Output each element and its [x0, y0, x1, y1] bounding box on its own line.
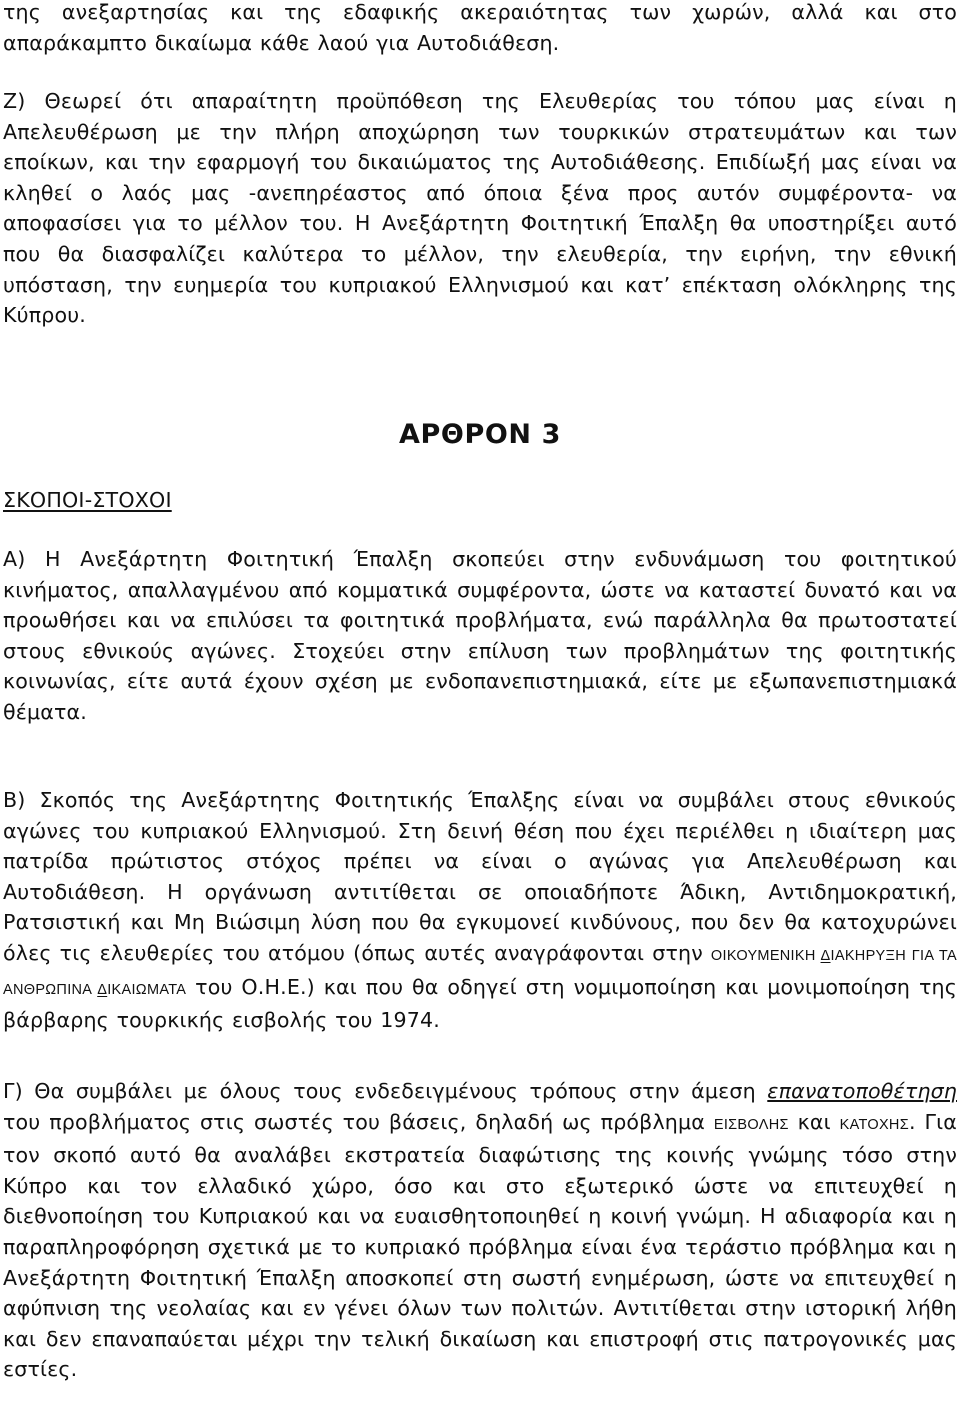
paragraph-g-text-2: του προβλήματος στις σωστές του βάσεις, δηλαδή ως πρόβλημα [3, 1109, 714, 1134]
paragraph-g-italic: επανατοποθέτηση [767, 1079, 957, 1103]
intro-paragraph [3, 0, 957, 58]
invasion-smallcaps: ΕΙΣΒΟΛΗΣ [713, 1116, 789, 1133]
paragraph-b [3, 785, 957, 1036]
declaration-smallcaps-1: ΟΙΚΟΥΜΕΝΙΚΗ [710, 947, 821, 964]
article-title: ΑΡΘΡΟΝ 3 [399, 419, 561, 450]
paragraph-a [3, 544, 957, 728]
intro-text: της ανεξαρτησίας και της εδαφικής ακεραιότητας των χωρών, αλλά και στο απαράκαμπτο δικαίωμα κάθε λαού για Αυτοδιάθεση. [3, 0, 957, 55]
paragraph-b-text-1: Β) Σκοπός της Ανεξάρτητης Φοιτητικής Έπαλξης είναι να συμβάλει στους εθνικούς αγώνες του κυπριακού Ελληνισμού. Στη δεινή θέση που έχει περιέλθει η ιδιαίτερη μας πατρίδα πρώτιστος στόχος πρέπει να είναι ο αγώνας για Απελευθέρωση και Αυτοδιάθεση. Η οργάνωση αντιτίθεται σε οποιαδήποτε Άδικη, Αντιδημοκρατική, Ρατσιστική και Μη Βιώσιμη λύση που θα εγκυμονεί κινδύνους, που δεν θα κατοχυρώνει όλες τις ελευθερίες του ατόμου (όπως αυτές αναγράφονται στην [3, 788, 957, 965]
paragraph-g-text-1: Γ) Θα συμβάλει με όλους τους ενδεδειγμένους τρόπους στην άμεση [3, 1079, 768, 1103]
paragraph-a-text: Α) Η Ανεξάρτητη Φοιτητική Έπαλξη σκοπεύει στην ενδυνάμωση του φοιτητικού κινήματος, απαλλαγμένου από κομματικά συμφέροντα, ώστε να καταστεί δυνατό και να προωθήσει και να επιλύσει τα φοιτητικά προβλήματα, ενώ παράλληλα θα πρωτοστατεί στους εθνικούς αγώνες. Στοχεύει στην επίλυση των προβλημάτων της φοιτητικής κοινωνίας, είτε αυτά έχουν σχέση με ενδοπανεπιστημιακά, είτε με εξωπανεπιστημιακά θέματα. [3, 547, 957, 724]
declaration-smallcaps-5: ΙΚΑΙΩΜΑΤΑ [107, 981, 187, 998]
paragraph-z [3, 86, 957, 331]
declaration-smallcaps-4: Δ [97, 981, 108, 998]
paragraph-g-text-3: και [788, 1109, 840, 1134]
paragraph-g [3, 1076, 957, 1385]
paragraph-z-text: Ζ) Θεωρεί ότι απαραίτητη προϋπόθεση της Ελευθερίας του τόπου μας είναι η Απελευθέρωση με την πλήρη αποχώρηση των τουρκικών στρατευμάτων και των εποίκων, και την εφαρμογή του δικαιώματος της Αυτοδιάθεσης. Επιδίωξή μας είναι να κληθεί ο λαός μας -ανεπηρέαστος από όποια ξένα προς αυτόν συμφέροντα- να αποφασίσει για το μέλλον του. Η Ανεξάρτητη Φοιτητική Έπαλξη θα υποστηρίξει αυτό που θα διασφαλίζει καλύτερα το μέλλον, την ελευθερία, την ειρήνη, την εθνική υπόσταση, την ευημερία του κυπριακού Ελληνισμού και κατ’ επέκταση ολόκληρης της Κύπρου. [3, 89, 957, 328]
declaration-smallcaps-3: ΙΑΚΗΡΥΞΗ ΓΙΑ ΤΑ ΑΝΘΡΩΠΙΝΑ [3, 947, 957, 998]
declaration-smallcaps-2: Δ [820, 947, 831, 964]
paragraph-g-text-4: . Για τον σκοπό αυτό θα αναλάβει εκστρατεία διαφώτισης της κοινής γνώμης τόσο στην Κύπρο και τον ελλαδικό χώρο, όσο και στο εξωτερικό ώστε να επιτευχθεί η διεθνοποίηση του Κυπριακού και να ευαισθητοποιηθεί η κοινή γνώμη. Η αδιαφορία και η παραπληροφόρηση σχετικά με το κυπριακό πρόβλημα είναι ένα τεράστιο πρόβλημα και η Ανεξάρτητη Φοιτητική Έπαλξη αποσκοπεί στη σωστή ενημέρωση, ώστε να επιτευχθεί η αφύπνιση της νεολαίας και εν γένει όλων των πολιτών. Αντιτίθεται στην ιστορική λήθη και δεν επαναπαύεται μέχρι την τελική δικαίωση και επιστροφή στις πατρογονικές μας εστίες. [3, 1109, 957, 1382]
occupation-smallcaps: ΚΑΤΟΧΗΣ [839, 1116, 909, 1133]
paragraph-b-text-2: του Ο.Η.Ε.) και που θα οδηγεί στη νομιμοποίηση και μονιμοποίηση της βάρβαρης τουρκικής εισβολής του 1974. [3, 974, 957, 1033]
section-title: ΣΚΟΠΟΙ-ΣΤΟΧΟΙ [3, 488, 172, 512]
